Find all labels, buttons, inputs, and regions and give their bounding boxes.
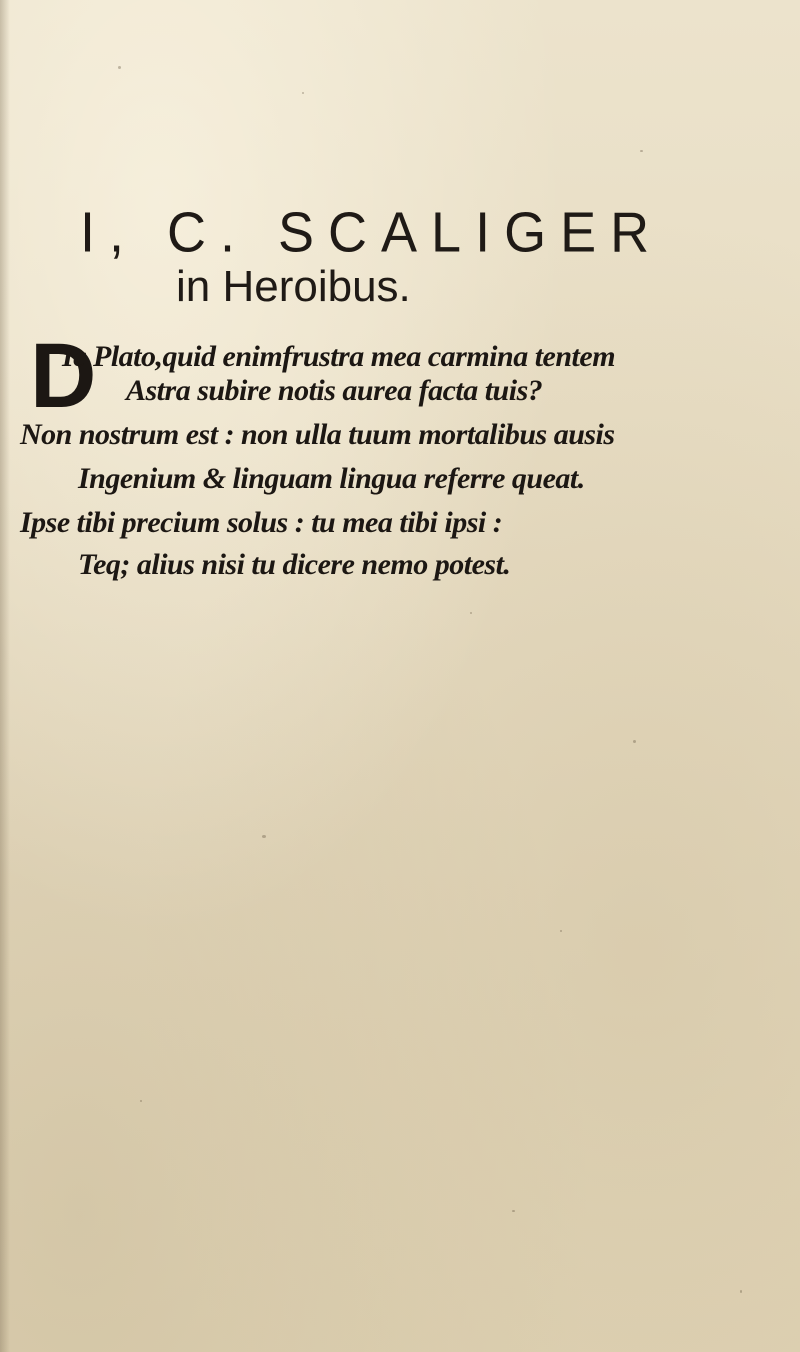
verse-line: Ic Plato,quid enimfrustra mea carmina tentem	[62, 340, 616, 373]
author-name: I, C. SCALIGER	[80, 201, 664, 265]
verse-line: Non nostrum est : non ulla tuum mortalibus ausis	[20, 418, 615, 451]
page-gutter-shadow	[0, 0, 10, 1352]
heading-subtitle: in Heroibus.	[176, 262, 411, 311]
verse-line: Teq; alius nisi tu dicere nemo potest.	[78, 548, 511, 581]
drop-cap: D	[30, 325, 97, 427]
verse-line: Ipse tibi precium solus : tu mea tibi ipsi :	[20, 506, 503, 539]
verse-line: Astra subire notis aurea facta tuis?	[126, 374, 543, 407]
verse-line: Ingenium & linguam lingua referre queat.	[78, 462, 585, 495]
poem-heading	[80, 200, 664, 312]
